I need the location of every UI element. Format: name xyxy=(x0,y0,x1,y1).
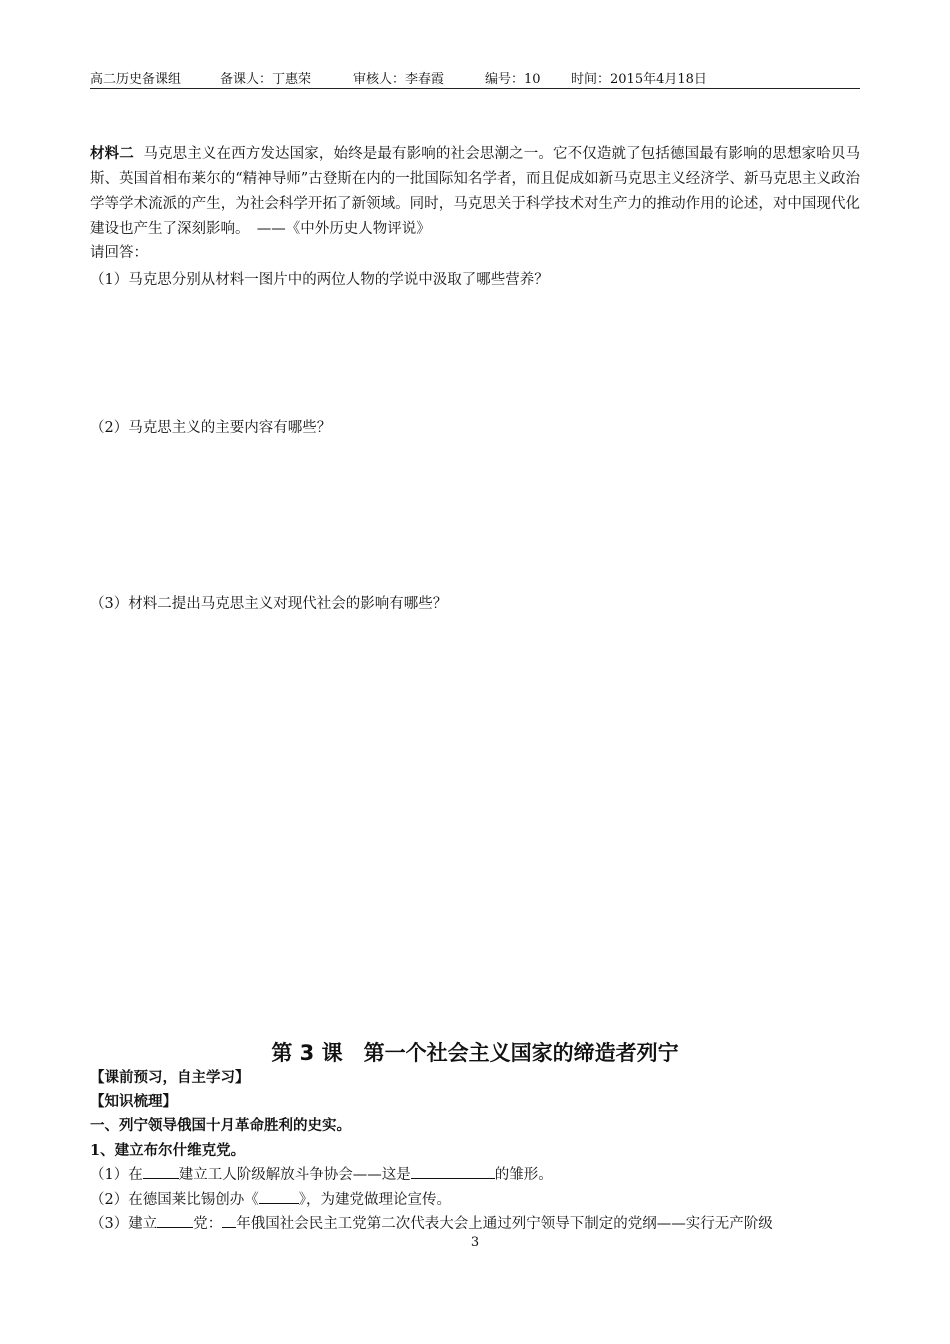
blank-line[interactable] xyxy=(143,1164,179,1179)
blank-line[interactable] xyxy=(222,1213,236,1228)
lesson-title: 第 3 课 第一个社会主义国家的缔造者列宁 xyxy=(271,1041,679,1065)
blank-line[interactable] xyxy=(411,1164,495,1179)
material-two-label: 材料二 xyxy=(90,145,134,162)
fill-item-2 xyxy=(90,1188,451,1209)
header-reviewer: 审核人：李春霞 xyxy=(353,72,445,87)
fill-item-2-part-b: 》，为建党做理论宣传。 xyxy=(298,1192,451,1208)
section-1-heading: 一、列宁领导俄国十月革命胜利的史实。 xyxy=(90,1117,351,1134)
header-date: 时间：2015年4月18日 xyxy=(571,72,707,87)
knowledge-heading: 【知识梳理】 xyxy=(90,1093,177,1110)
fill-item-3-part-b: 党： xyxy=(193,1216,223,1232)
preview-heading: 【课前预习，自主学习】 xyxy=(90,1069,250,1086)
page-number: 3 xyxy=(470,1235,480,1250)
question-2: （2）马克思主义的主要内容有哪些？ xyxy=(90,420,332,436)
fill-item-3-part-a: （3）建立 xyxy=(90,1216,158,1232)
header-group: 高二历史备课组 xyxy=(90,72,182,87)
blank-line[interactable] xyxy=(259,1189,299,1204)
question-1: （1）马克思分别从材料一图片中的两位人物的学说中汲取了哪些营养？ xyxy=(90,272,549,288)
question-3: （3）材料二提出马克思主义对现代社会的影响有哪些？ xyxy=(90,596,448,612)
fill-item-1-part-b: 建立工人阶级解放斗争协会——这是 xyxy=(178,1167,411,1183)
header-author: 备课人：丁惠荣 xyxy=(220,72,312,87)
header-number: 编号：10 xyxy=(485,72,541,87)
fill-item-3 xyxy=(90,1212,773,1233)
fill-item-1-part-a: （1）在 xyxy=(90,1167,143,1183)
blank-line[interactable] xyxy=(157,1213,193,1228)
subsection-1-heading: 1、建立布尔什维克党。 xyxy=(90,1142,246,1159)
answer-prompt: 请回答： xyxy=(90,245,148,261)
fill-item-1 xyxy=(90,1163,553,1184)
page-header xyxy=(90,66,860,89)
material-two-paragraph xyxy=(90,141,860,242)
fill-item-3-part-c: 年俄国社会民主工党第二次代表大会上通过列宁领导下制定的党纲——实行无产阶级 xyxy=(236,1216,773,1232)
material-two-text: 马克思主义在西方发达国家，始终是最有影响的社会思潮之一。它不仅造就了包括德国最有影响的思想家哈贝马斯、英国首相布莱尔的“精神导师”古登斯在内的一批国际知名学者，而且促成如新马克思主义经济学、新马克思主义政治学等学术流派的产生，为社会科学开拓了新领域。同时，马克思关于科学技术对生产力的推动作用的论述，对中国现代化建设也产生了深刻影响。 ——《中外历史人物评说》 xyxy=(90,146,861,237)
fill-item-1-part-c: 的雏形。 xyxy=(494,1167,553,1183)
fill-item-2-part-a: （2）在德国莱比锡创办《 xyxy=(90,1192,259,1208)
